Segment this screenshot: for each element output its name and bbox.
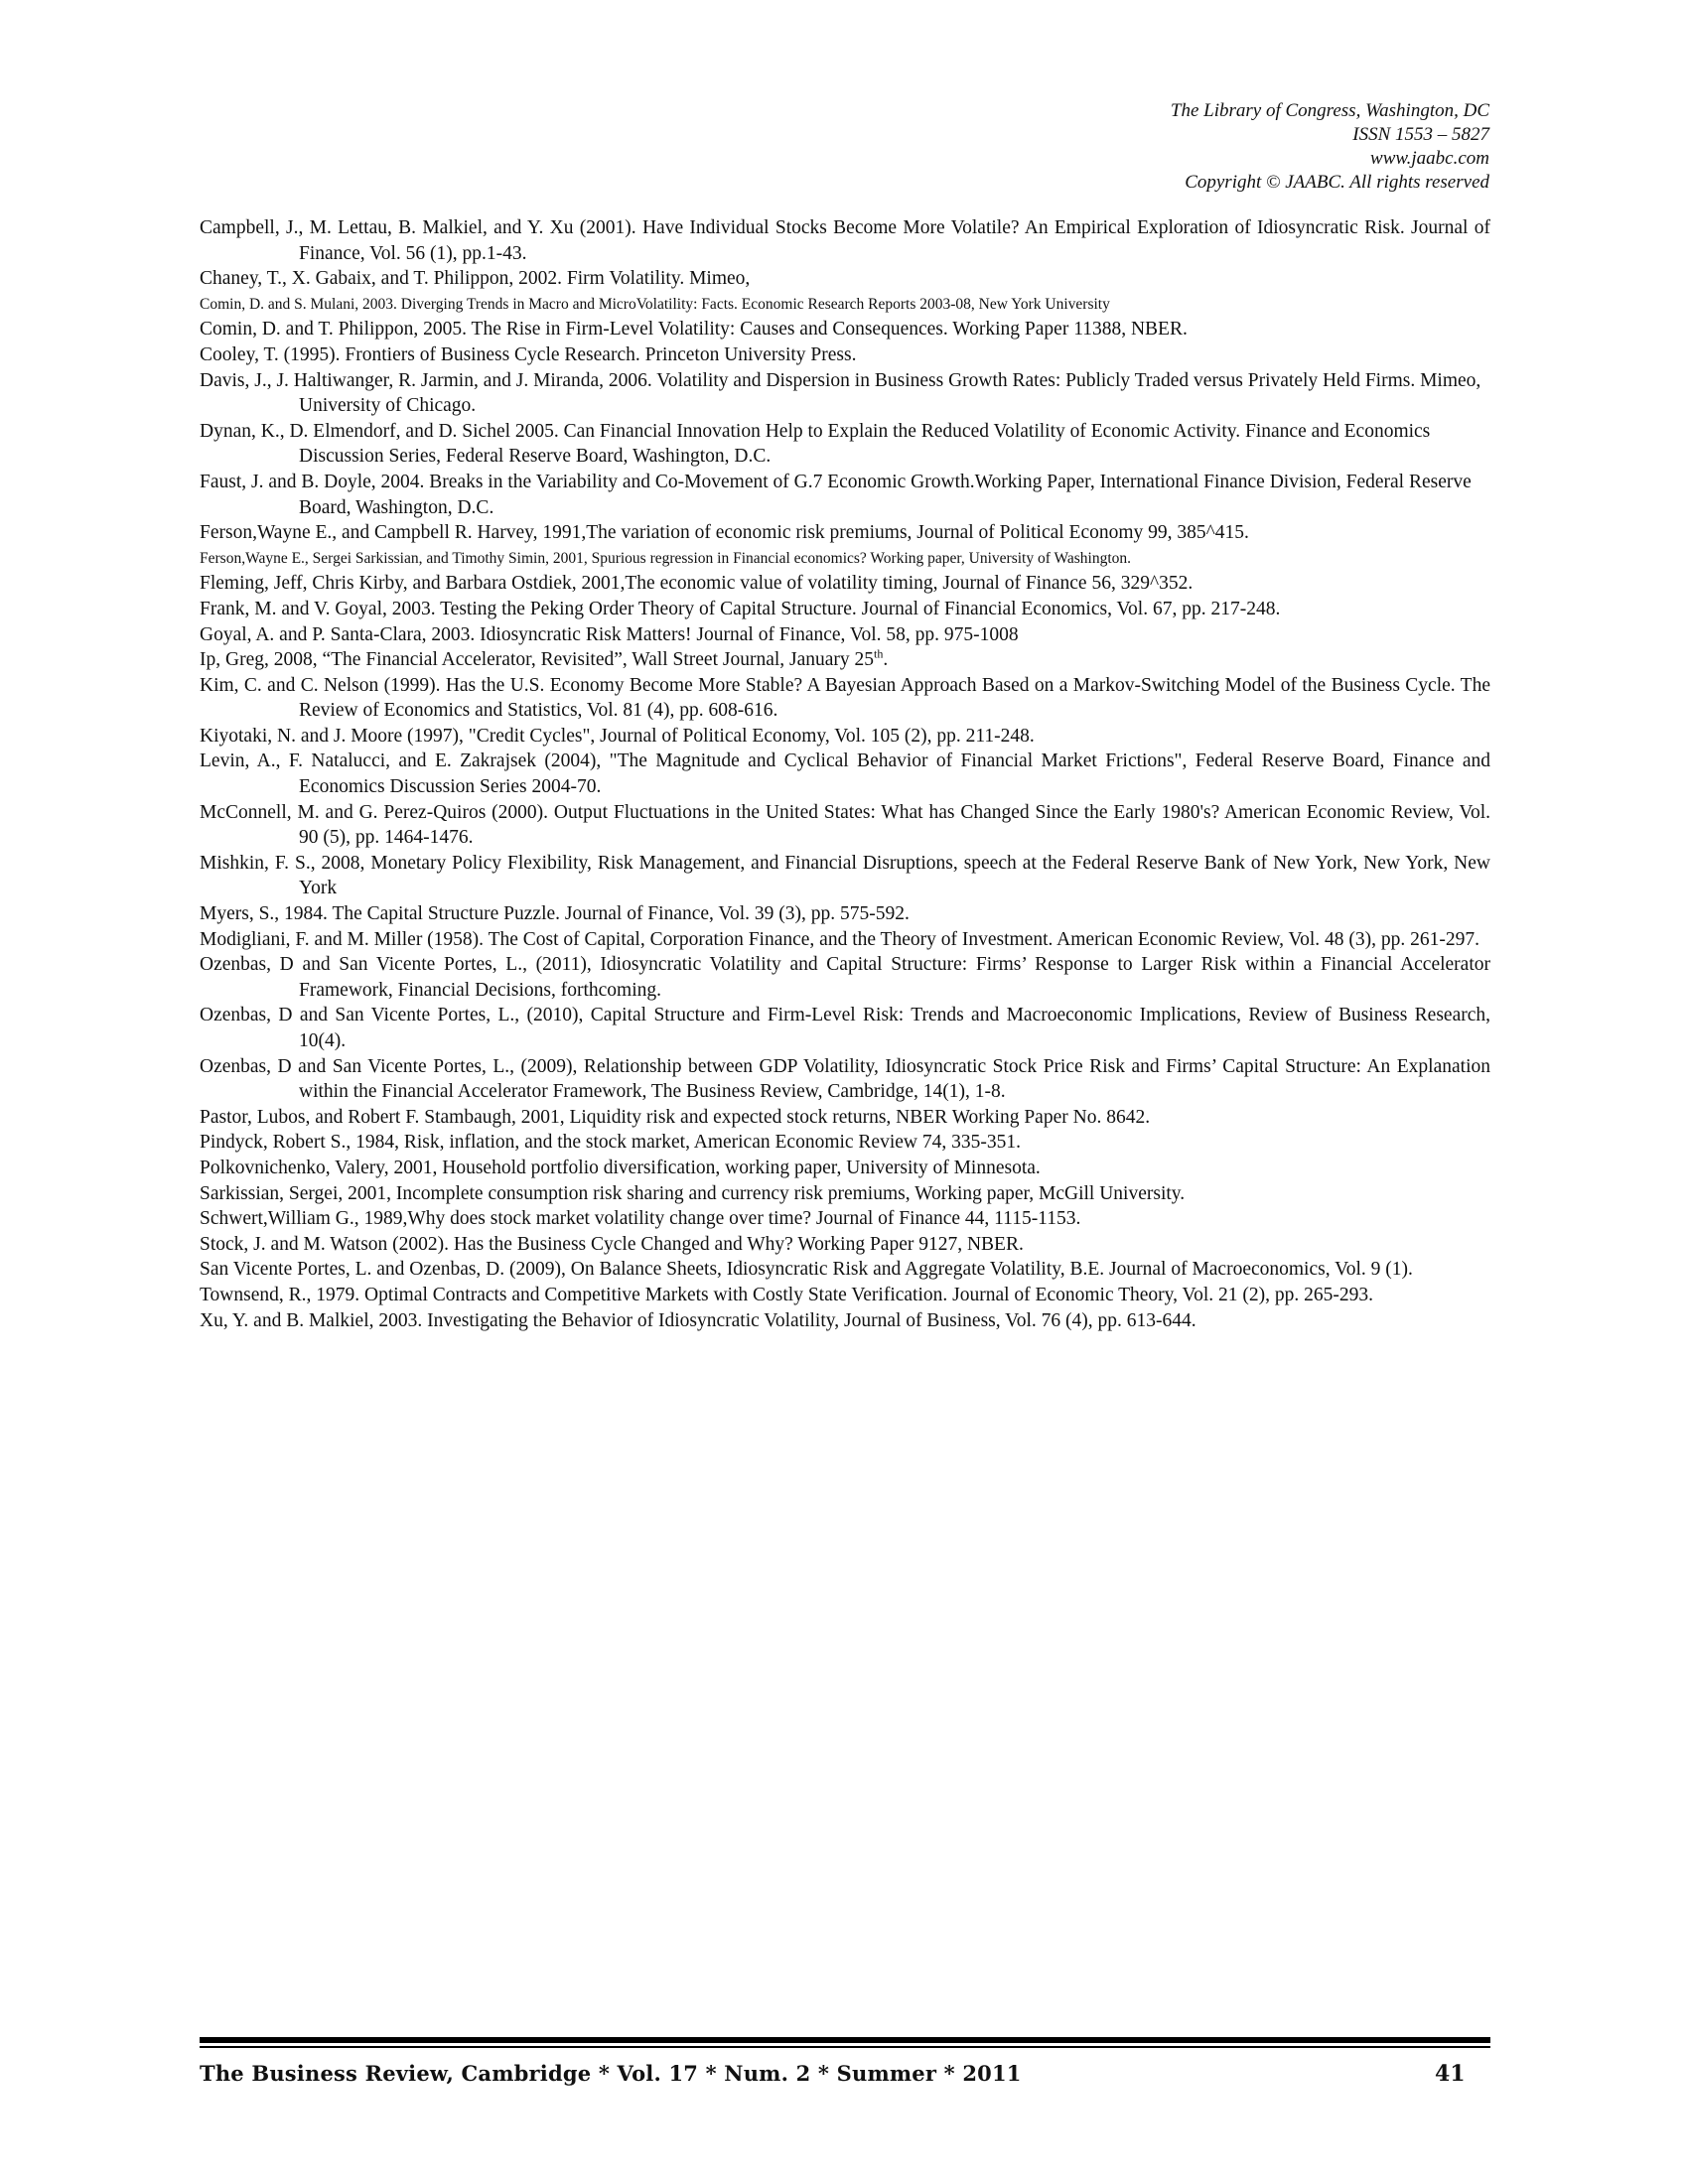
header-copyright: Copyright © JAABC. All rights reserved (1185, 172, 1489, 193)
reference-item: Schwert,William G., 1989,Why does stock market volatility change over time? Journal of Finance 44, 1115-1153. (200, 1208, 1081, 1230)
reference-item: Goyal, A. and P. Santa-Clara, 2003. Idiosyncratic Risk Matters! Journal of Finance, Vol. 58, pp. 975-1008 (200, 623, 1019, 645)
reference-item: Modigliani, F. and M. Miller (1958). The Cost of Capital, Corporation Finance, and the Theory of Investment. American Economic Review, Vol. 48 (3), pp. 261-297. (200, 928, 1480, 950)
journal-header (1171, 99, 1489, 195)
reference-item: Kiyotaki, N. and J. Moore (1997), "Credit Cycles", Journal of Political Economy, Vol. 105 (2), pp. 211-248. (200, 725, 1035, 747)
reference-item: Xu, Y. and B. Malkiel, 2003. Investigating the Behavior of Idiosyncratic Volatility, Journal of Business, Vol. 76 (4), pp. 613-644. (200, 1309, 1196, 1331)
footer-journal-title: The Business Review, Cambridge * Vol. 17 * Num. 2 * Summer * 2011 (200, 2061, 1022, 2086)
reference-item: Townsend, R., 1979. Optimal Contracts and Competitive Markets with Costly State Verification. Journal of Economic Theory, Vol. 21 (2), pp. 265-293. (200, 1284, 1374, 1305)
reference-item: Kim, C. and C. Nelson (1999). Has the U.S. Economy Become More Stable? A Bayesian Approach Based on a Markov-Switching Model of the Business Cycle. The Review of Economics and Statistics, Vol. 81 (4), pp. 608-616. (200, 674, 1490, 722)
reference-item: Levin, A., F. Natalucci, and E. Zakrajsek (2004), "The Magnitude and Cyclical Behavior of Financial Market Frictions", Federal Reserve Board, Finance and Economics Discussion Series 2004-70. (200, 751, 1490, 798)
reference-item: San Vicente Portes, L. and Ozenbas, D. (2009), On Balance Sheets, Idiosyncratic Risk and Aggregate Volatility, B.E. Journal of Macroeconomics, Vol. 9 (1). (200, 1259, 1413, 1281)
reference-item: Dynan, K., D. Elmendorf, and D. Sichel 2005. Can Financial Innovation Help to Explain the Reduced Volatility of Economic Activity. Finance and Economics Discussion Series, Federal Reserve Board, Washington, D.C. (200, 420, 1431, 468)
reference-item: Myers, S., 1984. The Capital Structure Puzzle. Journal of Finance, Vol. 39 (3), pp. 575-592. (200, 903, 910, 925)
reference-list (200, 215, 1490, 1333)
reference-item: Cooley, T. (1995). Frontiers of Business Cycle Research. Princeton University Press. (200, 343, 857, 365)
reference-superscript: th (874, 646, 884, 661)
reference-item: Sarkissian, Sergei, 2001, Incomplete consumption risk sharing and currency risk premiums, Working paper, McGill University. (200, 1182, 1186, 1204)
reference-item: Ozenbas, D and San Vicente Portes, L., (2011), Idiosyncratic Volatility and Capital Structure: Firms’ Response to Larger Risk within a Financial Accelerator Framework, Financial Decisions, forthcoming. (200, 954, 1490, 1001)
header-issn: ISSN 1553 – 5827 (1352, 124, 1489, 145)
reference-item: Stock, J. and M. Watson (2002). Has the Business Cycle Changed and Why? Working Paper 9127, NBER. (200, 1233, 1024, 1255)
reference-item: Campbell, J., M. Lettau, B. Malkiel, and Y. Xu (2001). Have Individual Stocks Become More Volatile? An Empirical Exploration of Idiosyncratic Risk. Journal of Finance, Vol. 56 (1), pp.1-43. (200, 217, 1490, 264)
reference-item: Frank, M. and V. Goyal, 2003. Testing the Peking Order Theory of Capital Structure. Journal of Financial Economics, Vol. 67, pp. 217-248. (200, 598, 1281, 619)
page-number: 41 (1435, 2061, 1466, 2087)
reference-item: McConnell, M. and G. Perez-Quiros (2000). Output Fluctuations in the United States: What has Changed Since the Early 1980's? American Economic Review, Vol. 90 (5), pp. 1464-1476. (200, 801, 1490, 849)
reference-text: Ip, Greg, 2008, “The Financial Accelerator, Revisited”, Wall Street Journal, January 25 (200, 649, 875, 671)
footer-divider-thick (200, 2037, 1490, 2043)
reference-item: Ferson,Wayne E., Sergei Sarkissian, and Timothy Simin, 2001, Spurious regression in Financial economics? Working paper, University of Washington. (200, 549, 1132, 567)
reference-item: Chaney, T., X. Gabaix, and T. Philippon, 2002. Firm Volatility. Mimeo, (200, 268, 751, 290)
reference-item: Polkovnichenko, Valery, 2001, Household portfolio diversification, working paper, University of Minnesota. (200, 1157, 1041, 1178)
reference-item: Comin, D. and S. Mulani, 2003. Diverging Trends in Macro and MicroVolatility: Facts. Economic Research Reports 2003-08, New York University (200, 295, 1110, 313)
reference-item: Davis, J., J. Haltiwanger, R. Jarmin, and J. Miranda, 2006. Volatility and Dispersion in Business Growth Rates: Publicly Traded versus Privately Held Firms. Mimeo, University of Chicago. (200, 369, 1481, 417)
header-library: The Library of Congress, Washington, DC (1170, 100, 1489, 121)
reference-item: Ozenbas, D and San Vicente Portes, L., (2009), Relationship between GDP Volatility, Idiosyncratic Stock Price Risk and Firms’ Capital Structure: An Explanation within the Financial Accelerator Framework, The Business Review, Cambridge, 14(1), 1-8. (200, 1055, 1490, 1103)
reference-item: Ozenbas, D and San Vicente Portes, L., (2010), Capital Structure and Firm-Level Risk: Trends and Macroeconomic Implications, Review of Business Research, 10(4). (200, 1005, 1490, 1051)
reference-item: Fleming, Jeff, Chris Kirby, and Barbara Ostdiek, 2001,The economic value of volatility timing, Journal of Finance 56, 329^352. (200, 573, 1194, 595)
reference-tail: . (883, 649, 889, 671)
reference-item: Mishkin, F. S., 2008, Monetary Policy Flexibility, Risk Management, and Financial Disruptions, speech at the Federal Reserve Bank of New York, New York, New York (200, 852, 1490, 899)
reference-item: Pindyck, Robert S., 1984, Risk, inflation, and the stock market, American Economic Review 74, 335-351. (200, 1132, 1021, 1154)
reference-item (200, 647, 1490, 673)
reference-item: Ferson,Wayne E., and Campbell R. Harvey, 1991,The variation of economic risk premiums, Journal of Political Economy 99, 385^415. (200, 522, 1249, 544)
header-website: www.jaabc.com (1370, 148, 1489, 169)
reference-item: Faust, J. and B. Doyle, 2004. Breaks in the Variability and Co-Movement of G.7 Economic Growth.Working Paper, International Finance Division, Federal Reserve Board, Washington, D.C. (200, 471, 1472, 518)
reference-item: Comin, D. and T. Philippon, 2005. The Rise in Firm-Level Volatility: Causes and Consequences. Working Paper 11388, NBER. (200, 319, 1188, 341)
footer-divider-thin (200, 2046, 1490, 2048)
reference-item: Pastor, Lubos, and Robert F. Stambaugh, 2001, Liquidity risk and expected stock returns, NBER Working Paper No. 8642. (200, 1106, 1151, 1128)
